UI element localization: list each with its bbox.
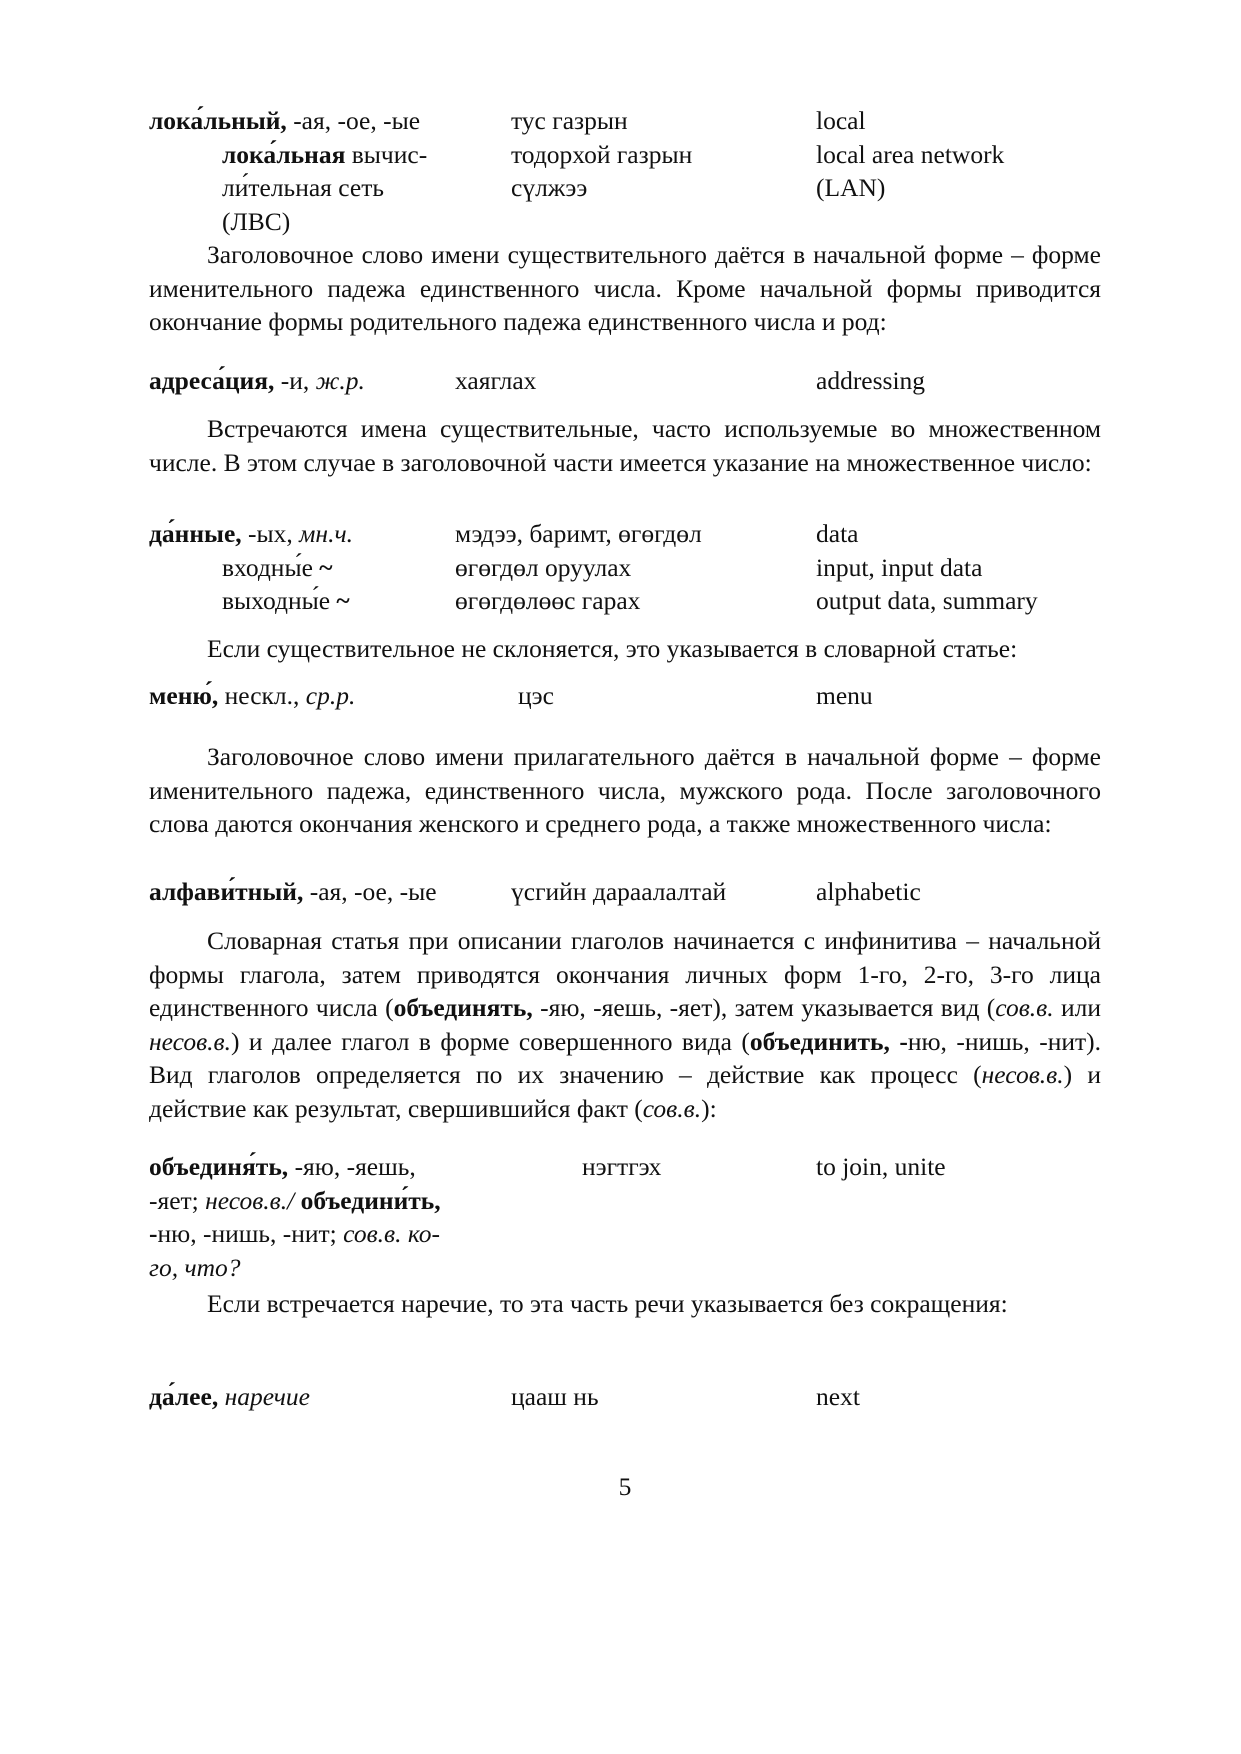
translation-line: output data, summary bbox=[816, 586, 1038, 615]
dictionary-entry-addressing bbox=[149, 364, 1101, 398]
headword-line bbox=[149, 1251, 479, 1285]
bold-dash: - bbox=[149, 1219, 158, 1248]
mongolian-translation: хаяглах bbox=[455, 366, 537, 395]
headword: адреса́ция, bbox=[149, 366, 275, 395]
headword-line bbox=[149, 1150, 479, 1184]
translation-line: local bbox=[816, 106, 866, 135]
headword-endings: -яет; bbox=[149, 1185, 206, 1215]
paragraph: Заголовочное слово имени существительного даётся в начальной форме – форме именительного падежа единственного числа. Кроме начальной формы приводится окончание формы родительного падежа единственного числа и род: bbox=[149, 240, 1101, 336]
bold-term: объединить, - bbox=[749, 1026, 908, 1056]
english-translation: alphabetic bbox=[816, 877, 921, 906]
headword-endings: -ых, bbox=[241, 519, 300, 548]
english-translation: addressing bbox=[816, 366, 926, 395]
translation-line: өгөгдөлөөс гарах bbox=[455, 586, 641, 615]
headword: меню́, bbox=[149, 681, 219, 710]
grammar-label: несов.в. bbox=[149, 1026, 231, 1056]
headword-endings: -и, bbox=[274, 366, 316, 395]
mongolian-translation: үсгийн дараалалтай bbox=[511, 877, 727, 906]
grammar-label: ср.р. bbox=[305, 681, 356, 710]
headword-endings: -ая, -ое, -ые bbox=[286, 106, 421, 135]
grammar-label: несов.в./ bbox=[205, 1185, 295, 1215]
dictionary-entry-alphabetic bbox=[149, 875, 1101, 909]
grammar-label: сов.в. bbox=[995, 993, 1054, 1022]
grammar-label: наречие bbox=[224, 1382, 310, 1411]
grammar-label: го, что? bbox=[149, 1252, 241, 1282]
subentry-word: лока́льная bbox=[222, 139, 346, 169]
headword: да́нные, bbox=[149, 519, 242, 548]
translation-line: input, input data bbox=[816, 552, 983, 582]
text-run: ) и далее глагол в форме совершенного вида ( bbox=[230, 1026, 750, 1056]
translation-line: мэдээ, баримт, өгөгдөл bbox=[455, 519, 702, 548]
paragraph bbox=[149, 924, 1101, 1125]
headword-line bbox=[149, 104, 449, 138]
translation-line: local area network bbox=[816, 139, 1005, 169]
subentry-text: входны́е bbox=[222, 552, 320, 582]
headword: лока́льный, bbox=[149, 106, 287, 135]
bold-term: объединять, bbox=[393, 993, 533, 1022]
paragraph: Если встречается наречие, то эта часть речи указывается без сокращения: bbox=[207, 1289, 1008, 1318]
english-translation: menu bbox=[816, 681, 873, 710]
dictionary-entry-join bbox=[149, 1150, 1101, 1284]
headword-line bbox=[149, 1217, 479, 1251]
entry-headword-column bbox=[149, 679, 355, 713]
subentry-line: ли́тельная сеть bbox=[222, 173, 384, 202]
translation-line: data bbox=[816, 519, 859, 548]
entry-headword-column bbox=[149, 104, 449, 238]
grammar-label: несов.в. bbox=[981, 1060, 1064, 1089]
headword-line bbox=[149, 517, 353, 551]
dictionary-entry-next bbox=[149, 1380, 1101, 1414]
translation-line: сүлжээ bbox=[511, 173, 588, 202]
text-run: -яю, -яешь, -яет), затем указывается вид ( bbox=[532, 993, 996, 1022]
mongolian-translation: цааш нь bbox=[511, 1382, 599, 1411]
subentry-line bbox=[149, 551, 353, 585]
mongolian-translation: нэгтгэх bbox=[582, 1152, 662, 1181]
grammar-label: мн.ч. bbox=[299, 519, 353, 548]
entry-headword-column bbox=[149, 364, 365, 398]
entry-headword-column bbox=[149, 1150, 479, 1284]
mongolian-translation: цэс bbox=[518, 681, 554, 710]
paragraph: Если существительное не склоняется, это указывается в словарной статье: bbox=[207, 634, 1018, 663]
grammar-label: сов.в. ко- bbox=[343, 1219, 441, 1248]
page-number: 5 bbox=[618, 1472, 632, 1501]
headword-endings: -ая, -ое, -ые bbox=[303, 877, 437, 906]
english-translation: to join, unite bbox=[816, 1152, 946, 1181]
headword: объединя́ть, bbox=[149, 1152, 289, 1181]
translation-line: тус газрын bbox=[511, 106, 628, 135]
headword: объедини́ть, bbox=[294, 1185, 441, 1215]
english-translation bbox=[816, 104, 1004, 205]
mongolian-translation bbox=[455, 517, 702, 618]
grammar-label: ж.р. bbox=[315, 366, 365, 395]
tilde-mark: ~ bbox=[336, 586, 350, 615]
dictionary-entry-local bbox=[149, 104, 1101, 238]
subentry-line bbox=[149, 138, 449, 172]
subentry-text: вычис- bbox=[345, 139, 428, 169]
paragraph: Встречаются имена существительные, часто используемые во множественном числе. В этом случае в заголовочной части имеется указание на множественное число: bbox=[149, 414, 1101, 477]
headword: да́лее, bbox=[149, 1382, 219, 1411]
mongolian-translation bbox=[511, 104, 692, 205]
grammar-label: сов.в. bbox=[642, 1093, 702, 1123]
text-run: Словарная статья при описании глаголов начинается с инфинитива – начальной формы глагола, затем приводятся окончания личных форм 1-го, 2-го, 3-го лица единственного числа ( bbox=[149, 926, 1101, 1022]
subentry-text: выходны́е bbox=[222, 586, 337, 615]
translation-line: өгөгдөл оруулах bbox=[455, 552, 632, 582]
dictionary-entry-data bbox=[149, 517, 1101, 618]
headword-endings: ню, -нишь, -нит; bbox=[157, 1219, 344, 1248]
headword-endings: нескл., bbox=[218, 681, 306, 710]
subentry-line: (ЛВС) bbox=[222, 206, 291, 236]
text-run: или bbox=[1053, 993, 1101, 1022]
english-translation bbox=[816, 517, 1038, 618]
paragraph: Заголовочное слово имени прилагательного даётся в начальной форме – форме именительного падежа, единственного числа, мужского рода. После заголовочного слова даются окончания женского и среднего рода, а также множественного числа: bbox=[149, 742, 1101, 838]
tilde-mark: ~ bbox=[319, 552, 333, 582]
entry-headword-column bbox=[149, 875, 437, 909]
headword: алфави́тный, bbox=[149, 877, 304, 906]
entry-headword-column bbox=[149, 1380, 310, 1414]
english-translation: next bbox=[816, 1382, 860, 1411]
text-run: ) и действие как результат, свершившийся факт ( bbox=[149, 1060, 1101, 1123]
headword-endings: -яю, -яешь, bbox=[288, 1152, 416, 1181]
translation-line: (LAN) bbox=[816, 173, 886, 202]
dictionary-entry-menu bbox=[149, 679, 1101, 713]
text-run: ню, -нишь, -нит). Вид глаголов определяется по их значению – действие как процесс ( bbox=[149, 1026, 1102, 1089]
document-page bbox=[149, 0, 1101, 1754]
subentry-line bbox=[149, 584, 353, 618]
text-run: ): bbox=[701, 1093, 717, 1123]
entry-headword-column bbox=[149, 517, 353, 618]
translation-line: тодорхой газрын bbox=[511, 139, 693, 169]
headword-line bbox=[149, 1184, 479, 1218]
